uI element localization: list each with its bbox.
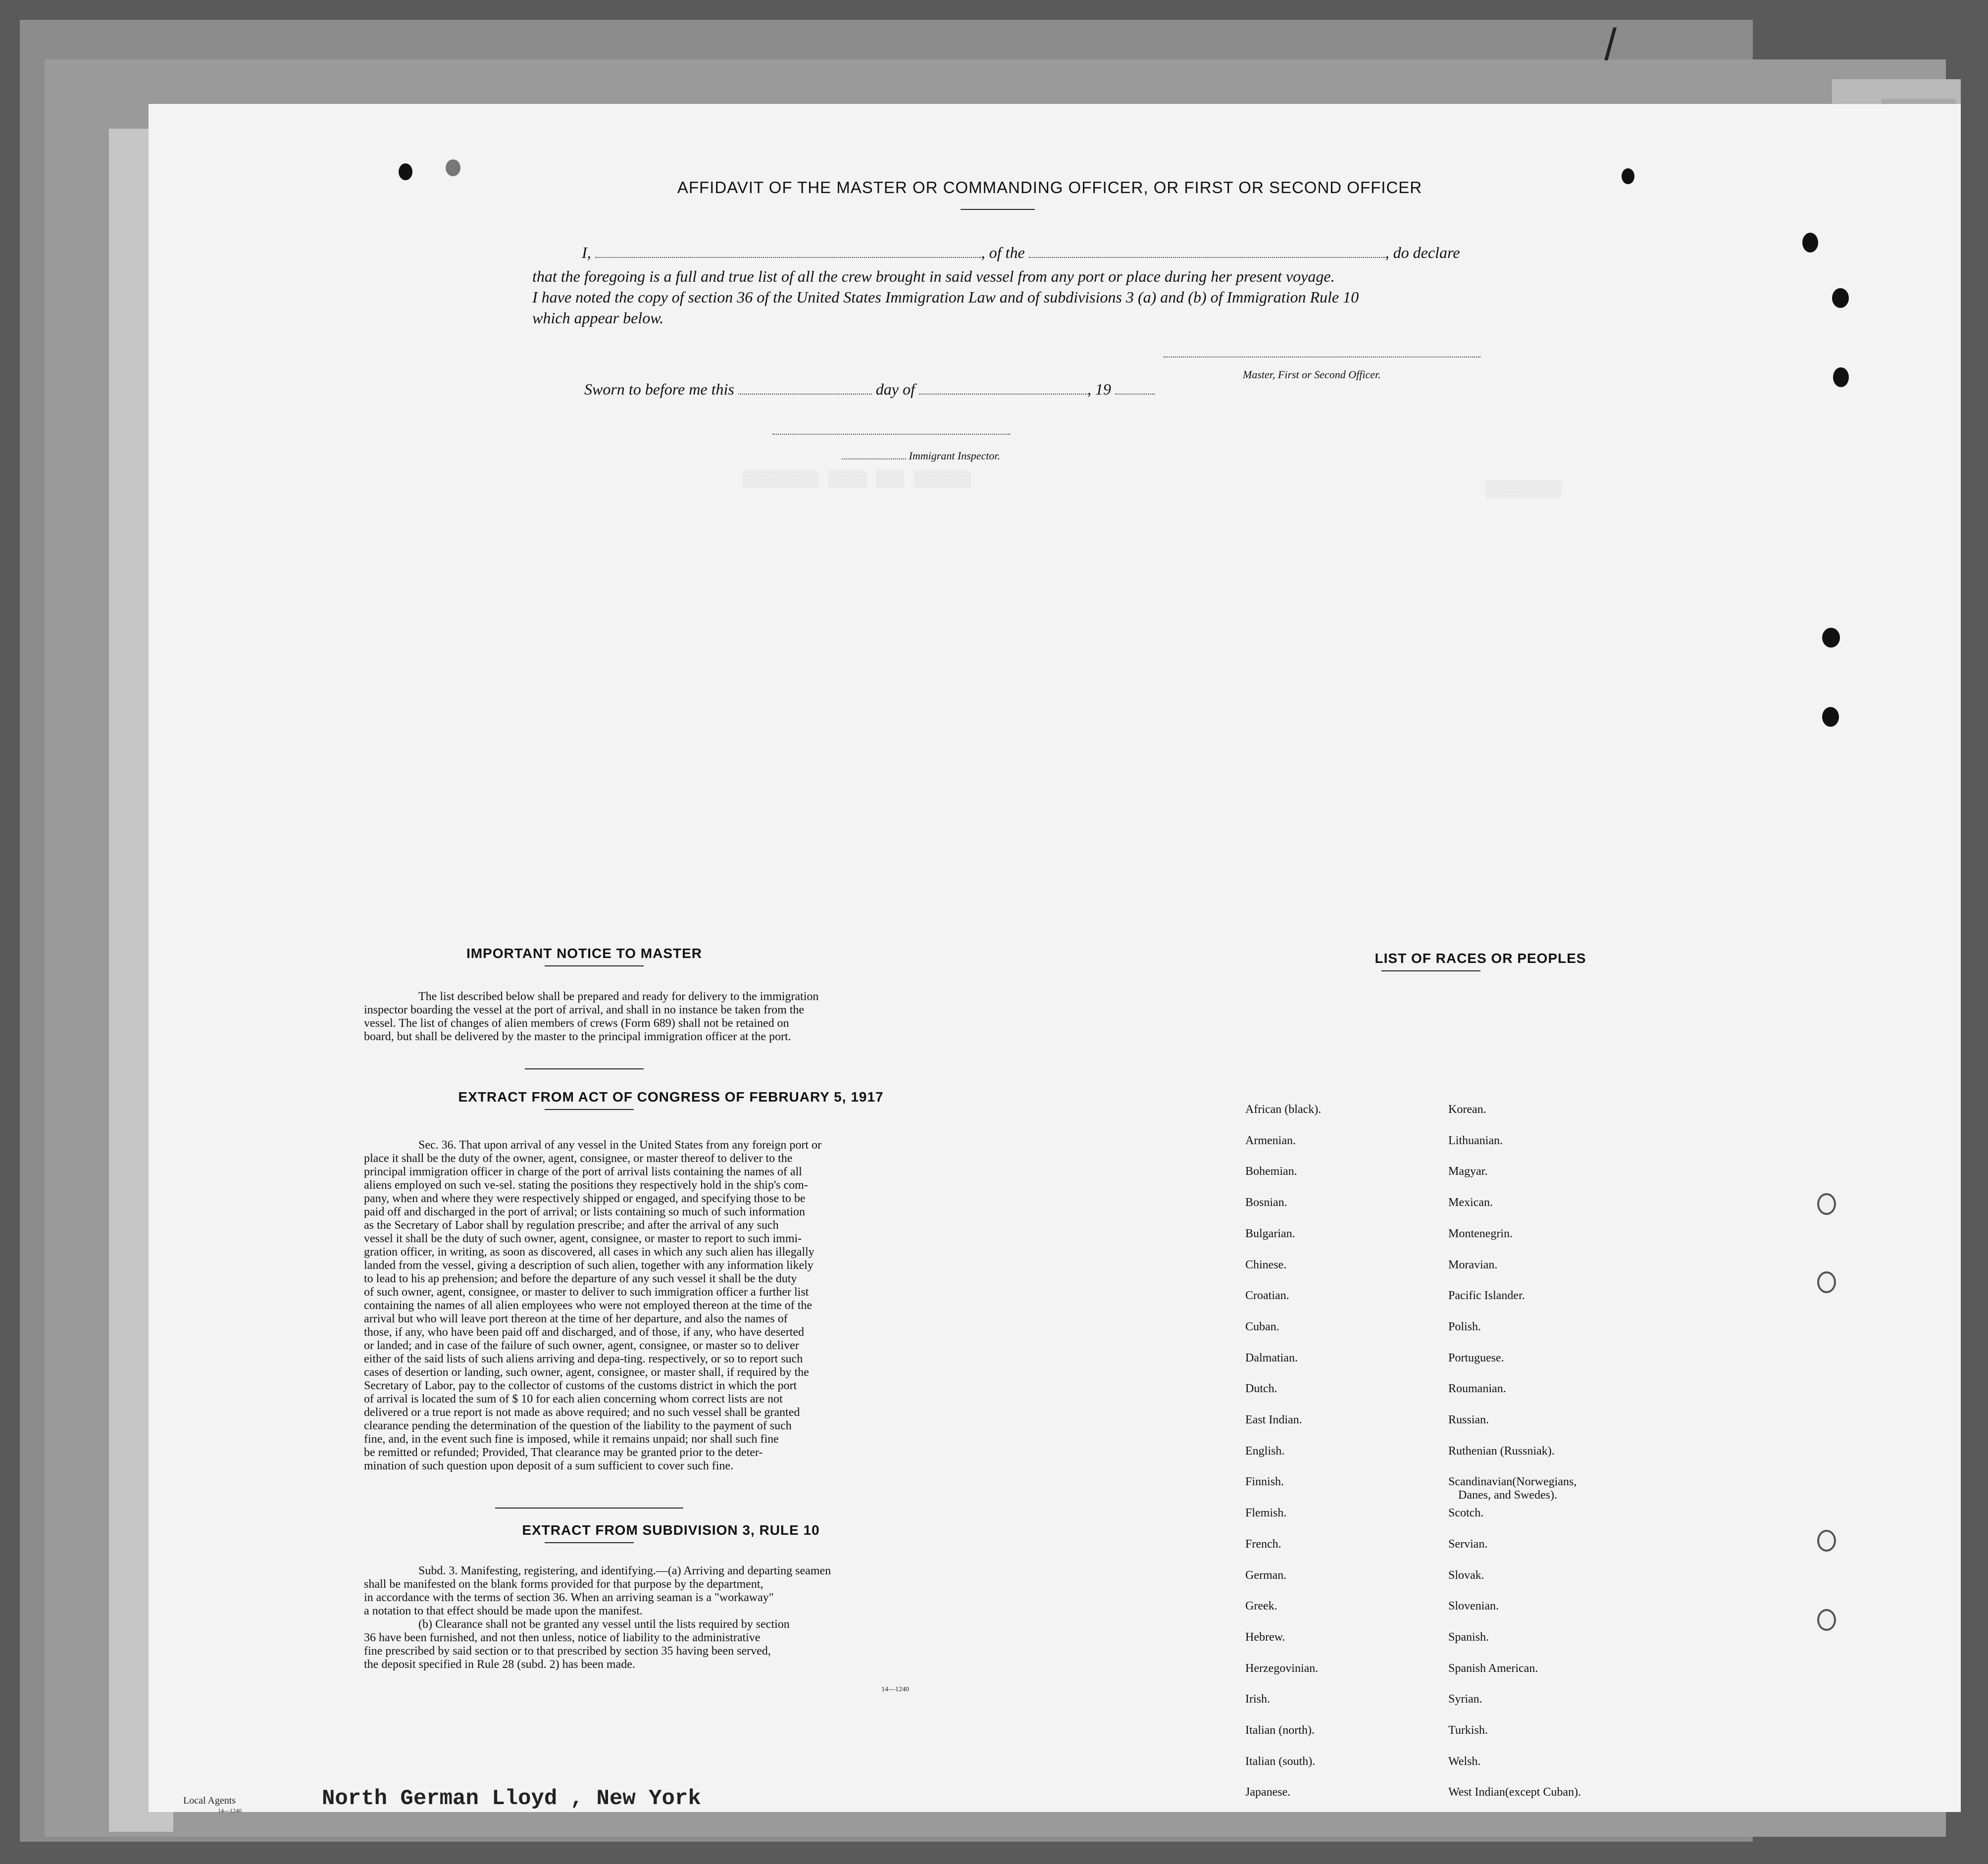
inspector-caption (842, 450, 1000, 462)
race-item: Slovenian. (1448, 1600, 1499, 1613)
race-item: Dalmatian. (1245, 1351, 1298, 1364)
rule-line: the deposit specified in Rule 28 (subd. 2) has been made. (364, 1658, 635, 1671)
act-line: be remitted or refunded; Provided, That clearance may be granted prior to the deter- (364, 1446, 763, 1459)
inspector-signature-blank[interactable] (772, 434, 1010, 435)
bleed-through: ▒▒▒▒▒▒▒▒ ▒▒▒▒ ▒▒▒ ▒▒▒▒▒▒ (743, 470, 971, 489)
race-item: Hebrew. (1245, 1630, 1285, 1644)
pencil-mark: / (1604, 20, 1617, 70)
race-item: Scotch. (1448, 1507, 1484, 1520)
local-agents-form-number: 14—1240 (218, 1807, 242, 1814)
race-item: Japanese. (1245, 1786, 1291, 1799)
notice-underline (545, 965, 644, 966)
race-item: East Indian. (1245, 1413, 1302, 1426)
race-item: Turkish. (1448, 1724, 1488, 1737)
race-item: Italian (north). (1245, 1724, 1315, 1737)
of-the-label: , of the (981, 244, 1025, 261)
race-item: Ruthenian (Russniak). (1448, 1444, 1555, 1458)
races-heading: LIST OF RACES OR PEOPLES (1375, 951, 1586, 966)
race-item: Finnish. (1245, 1475, 1284, 1489)
race-item: Polish. (1448, 1320, 1481, 1333)
race-item: Pacific Islander. (1448, 1289, 1525, 1303)
act-line: those, if any, who have been paid off and discharged, and of those, if any, who have deserted (364, 1326, 805, 1339)
i-label: I, (582, 244, 591, 261)
act-line: to lead to his ap prehension; and before the departure of any such vessel it shall be the duty (364, 1272, 797, 1285)
notice-line: vessel. The list of changes of alien members of crews (Form 689) shall not be retained on (364, 1017, 789, 1030)
act-line: delivered or a true report is not made as above required; and no such vessel shall be granted (364, 1406, 800, 1419)
race-item: Russian. (1448, 1413, 1489, 1426)
affidavit-page (149, 104, 1961, 1812)
race-item: Montenegrin. (1448, 1227, 1513, 1240)
punch-hole-ring (1817, 1271, 1836, 1293)
race-item: Italian (south). (1245, 1755, 1316, 1768)
section-divider (495, 1508, 683, 1509)
year-blank[interactable] (1115, 394, 1155, 395)
race-item: Moravian. (1448, 1258, 1498, 1271)
race-item: Slovak. (1448, 1568, 1484, 1582)
punch-hole (1802, 233, 1818, 252)
act-line: Secretary of Labor, pay to the collector of customs of the customs district in which the port (364, 1379, 797, 1392)
do-declare-label: , do declare (1385, 244, 1460, 261)
typed-agent-name: North German Lloyd , New York (322, 1786, 701, 1811)
act-line: cases of desertion or landing, such owner, agent, consignee, or master shall, if required by the (364, 1366, 809, 1379)
race-item: Lithuanian. (1448, 1134, 1503, 1147)
punch-hole-ring (1817, 1609, 1836, 1631)
act-line: landed from the vessel, giving a description of such alien, together with any information likely (364, 1259, 814, 1272)
race-item: Flemish. (1245, 1507, 1287, 1520)
sworn-line (584, 380, 1155, 399)
race-item: English. (1245, 1444, 1285, 1458)
notice-heading: IMPORTANT NOTICE TO MASTER (466, 946, 703, 961)
affidavit-title: AFFIDAVIT OF THE MASTER OR COMMANDING OFFICER, OR FIRST OR SECOND OFFICER (677, 178, 1423, 197)
race-item: Cuban. (1245, 1320, 1279, 1333)
punch-hole (1822, 707, 1839, 727)
race-item: Spanish. (1448, 1630, 1489, 1644)
act-line: arrival but who will leave port thereon at the time of her departure, and also the names of (364, 1312, 788, 1325)
year-label: , 19 (1087, 380, 1111, 398)
day-of-label: day of (875, 380, 915, 398)
bleed-through: ▒▒▒▒▒▒▒▒ (1485, 480, 1562, 499)
act-line: as the Secretary of Labor shall by regulation prescribe; and after the arrival of any such (364, 1219, 779, 1232)
statement-line: which appear below. (532, 309, 664, 327)
sworn-label: Sworn to before me this (584, 380, 734, 398)
rule-line: (b) Clearance shall not be granted any vessel until the lists required by section (418, 1618, 790, 1631)
race-item: Scandinavian(Norwegians, (1448, 1475, 1577, 1489)
rule-underline (545, 1542, 634, 1543)
punch-hole-ring (1817, 1530, 1836, 1552)
statement-line: that the foregoing is a full and true list of all the crew brought in said vessel from any port or place during her present voyage. (532, 267, 1335, 285)
rule-line: shall be manifested on the blank forms provided for that purpose by the department, (364, 1578, 764, 1591)
race-item: Danes, and Swedes). (1458, 1489, 1557, 1502)
rule-line: a notation to that effect should be made upon the manifest. (364, 1605, 643, 1617)
act-line: gration officer, in writing, as soon as discovered, all cases in which any such alien has illegally (364, 1246, 815, 1259)
race-item: Croatian. (1245, 1289, 1289, 1303)
punch-hole (446, 159, 460, 176)
race-item: Herzegovinian. (1245, 1662, 1319, 1675)
race-item: African (black). (1245, 1103, 1322, 1116)
race-item: Syrian. (1448, 1693, 1482, 1706)
notice-line: The list described below shall be prepared and ready for delivery to the immigration (418, 990, 819, 1003)
race-item: Greek. (1245, 1600, 1277, 1613)
act-line: either of the said lists of such aliens arriving and depa-ting. respectively, or so to report such (364, 1353, 803, 1365)
title-underline (961, 209, 1035, 210)
act-heading: EXTRACT FROM ACT OF CONGRESS OF FEBRUARY 5, 1917 (458, 1089, 884, 1105)
punch-hole (399, 163, 412, 180)
act-line: containing the names of all alien employees who were not employed thereon at the time of the (364, 1299, 813, 1312)
act-text (364, 1139, 975, 1473)
notice-line: board, but shall be delivered by the master to the principal immigration officer at the port. (364, 1030, 791, 1043)
section-divider (525, 1068, 644, 1069)
race-item: Bosnian. (1245, 1196, 1287, 1209)
act-line: mination of such question upon deposit of a sum sufficient to cover such fine. (364, 1460, 734, 1472)
act-underline (545, 1109, 634, 1110)
race-item: French. (1245, 1537, 1281, 1551)
race-item: Spanish American. (1448, 1662, 1538, 1675)
rule-heading: EXTRACT FROM SUBDIVISION 3, RULE 10 (522, 1522, 820, 1538)
inspector-caption-text: Immigrant Inspector. (909, 450, 1001, 462)
race-item: Magyar. (1448, 1165, 1488, 1178)
rule-line: Subd. 3. Manifesting, registering, and identifying.—(a) Arriving and departing seamen (418, 1564, 831, 1577)
officer-signature-blank[interactable] (1164, 356, 1480, 357)
act-line: fine, and, in the event such fine is imposed, while it remains unpaid; nor shall such fine (364, 1433, 779, 1446)
vessel-blank[interactable] (1029, 257, 1385, 258)
act-line: principal immigration officer in charge of the port of arrival lists containing the names of all (364, 1165, 802, 1178)
act-line: paid off and discharged in the port of arrival; or lists containing so much of such information (364, 1206, 805, 1218)
act-line: of such owner, agent, consignee, or master to deliver to such immigration officer a further list (364, 1286, 809, 1299)
act-line: aliens employed on such ve-sel. stating the positions they respectively hold in the ship's com- (364, 1179, 808, 1192)
race-item: Irish. (1245, 1693, 1270, 1706)
race-item: Roumanian. (1448, 1382, 1506, 1396)
race-item: Welsh. (1448, 1755, 1481, 1768)
name-blank[interactable] (595, 257, 981, 258)
notice-line: inspector boarding the vessel at the port of arrival, and shall in no instance be taken from the (364, 1004, 805, 1016)
race-item: Dutch. (1245, 1382, 1277, 1396)
race-item: West Indian(except Cuban). (1448, 1786, 1581, 1799)
notice-text (364, 990, 975, 1044)
race-item: Bohemian. (1245, 1165, 1297, 1178)
act-line: place it shall be the duty of the owner, agent, consignee, or master thereof to deliver to the (364, 1152, 793, 1165)
rule-line: 36 have been furnished, and not then unless, notice of liability to the administrative (364, 1631, 761, 1644)
punch-hole (1833, 367, 1849, 387)
race-item: Bulgarian. (1245, 1227, 1295, 1240)
race-item: Chinese. (1245, 1258, 1287, 1271)
act-line: vessel it shall be the duty of such owner, agent, consignee, or master to report to such immi- (364, 1232, 802, 1245)
act-line: or landed; and in case of the failure of such owner, agent, consignee, or master so to deliver (364, 1339, 799, 1352)
rule-text (364, 1564, 975, 1671)
rule-line: in accordance with the terms of section 36. When an arriving seaman is a "workaway" (364, 1591, 774, 1604)
race-item: Korean. (1448, 1103, 1486, 1116)
punch-hole-ring (1817, 1193, 1836, 1215)
punch-hole (1832, 288, 1849, 308)
inspector-dots (842, 458, 906, 459)
punch-hole (1822, 628, 1840, 648)
race-item: Mexican. (1448, 1196, 1493, 1209)
month-blank[interactable] (919, 394, 1087, 395)
local-agents-label: Local Agents (183, 1795, 236, 1806)
act-line: clearance pending the determination of the question of the liability to the payment of such (364, 1419, 792, 1432)
act-line: of arrival is located the sum of $ 10 for each alien concerning whom correct lists are not (364, 1393, 783, 1406)
statement-line: I have noted the copy of section 36 of the United States Immigration Law and of subdivisions 3 (a) and (b) of Immigration Rule 10 (532, 288, 1359, 306)
race-item: Armenian. (1245, 1134, 1296, 1147)
declaration-line (582, 244, 1460, 262)
race-item: Portuguese. (1448, 1351, 1504, 1364)
rule-line: fine prescribed by said section or to that prescribed by section 35 having been served, (364, 1645, 771, 1658)
races-underline (1381, 970, 1480, 971)
race-item: Servian. (1448, 1537, 1488, 1551)
act-line: Sec. 36. That upon arrival of any vessel in the United States from any foreign port or (418, 1139, 822, 1152)
act-line: pany, when and where they were respectively shipped or engaged, and specifying those to be (364, 1192, 806, 1205)
officer-caption: Master, First or Second Officer. (1243, 368, 1381, 381)
race-item: German. (1245, 1568, 1287, 1582)
form-number: 14—1240 (881, 1686, 909, 1693)
day-blank[interactable] (738, 394, 872, 395)
